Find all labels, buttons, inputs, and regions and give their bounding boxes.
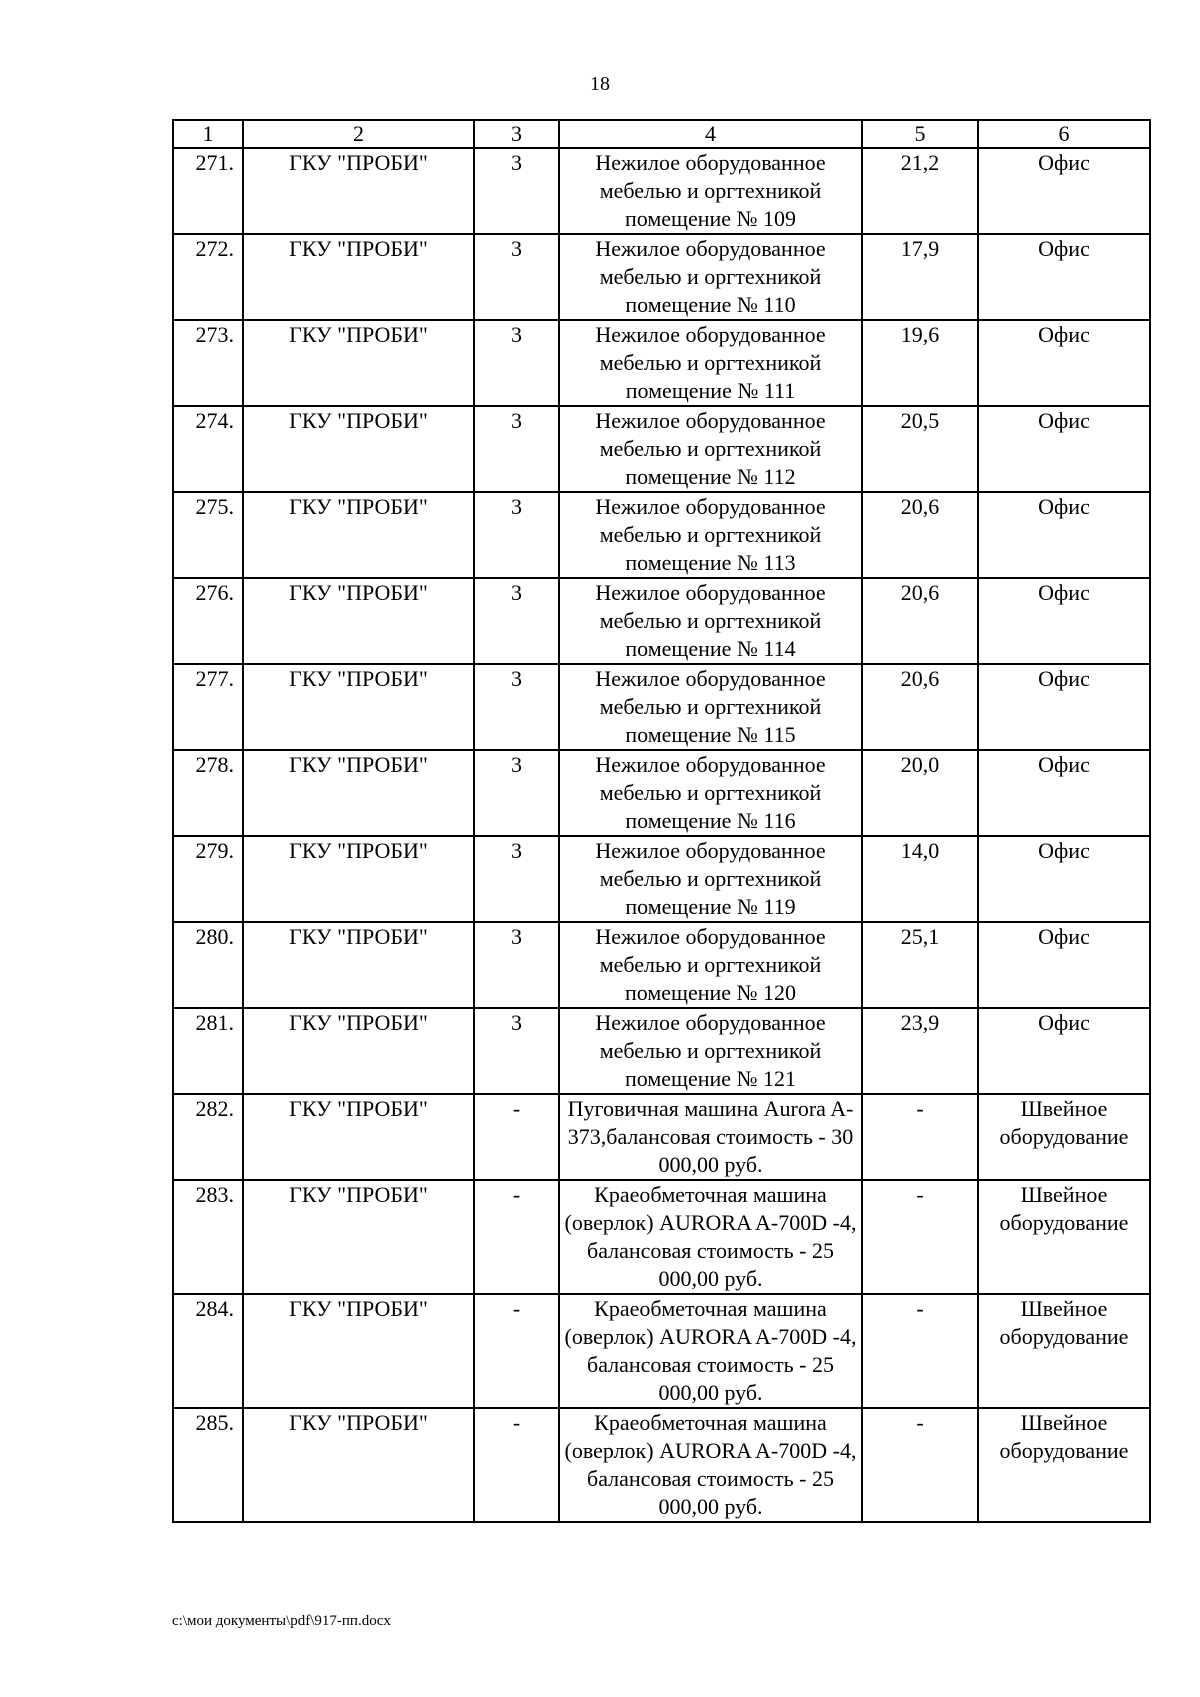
- column-header: 6: [978, 120, 1150, 148]
- organization-cell: ГКУ "ПРОБИ": [243, 1294, 474, 1408]
- table-row: [173, 234, 1150, 320]
- organization-cell: ГКУ "ПРОБИ": [243, 922, 474, 1008]
- area-cell: 20,6: [862, 492, 978, 578]
- area-cell: 20,0: [862, 750, 978, 836]
- row-number: 281.: [173, 1008, 243, 1094]
- property-table: [172, 119, 1151, 1523]
- area-cell: 17,9: [862, 234, 978, 320]
- area-cell: 20,5: [862, 406, 978, 492]
- area-cell: -: [862, 1094, 978, 1180]
- organization-cell: ГКУ "ПРОБИ": [243, 836, 474, 922]
- row-number: 283.: [173, 1180, 243, 1294]
- purpose-cell: Офис: [978, 578, 1150, 664]
- organization-cell: ГКУ "ПРОБИ": [243, 664, 474, 750]
- floor-cell: 3: [474, 492, 559, 578]
- row-number: 278.: [173, 750, 243, 836]
- row-number: 272.: [173, 234, 243, 320]
- description-cell: Нежилое оборудованное мебелью и оргтехникой помещение № 116: [559, 750, 862, 836]
- floor-cell: -: [474, 1294, 559, 1408]
- purpose-cell: Офис: [978, 750, 1150, 836]
- row-number: 276.: [173, 578, 243, 664]
- table-row: [173, 836, 1150, 922]
- area-cell: -: [862, 1408, 978, 1522]
- description-cell: Нежилое оборудованное мебелью и оргтехникой помещение № 115: [559, 664, 862, 750]
- area-cell: 19,6: [862, 320, 978, 406]
- organization-cell: ГКУ "ПРОБИ": [243, 492, 474, 578]
- table-header-row: [173, 120, 1150, 148]
- organization-cell: ГКУ "ПРОБИ": [243, 406, 474, 492]
- organization-cell: ГКУ "ПРОБИ": [243, 1180, 474, 1294]
- table-row: [173, 1180, 1150, 1294]
- table-row: [173, 1294, 1150, 1408]
- column-header: 3: [474, 120, 559, 148]
- footer-file-path: c:\мои документы\pdf\917-пп.docx: [172, 1613, 391, 1629]
- purpose-cell: Офис: [978, 234, 1150, 320]
- row-number: 284.: [173, 1294, 243, 1408]
- row-number: 285.: [173, 1408, 243, 1522]
- table-row: [173, 1008, 1150, 1094]
- floor-cell: -: [474, 1180, 559, 1294]
- description-cell: Нежилое оборудованное мебелью и оргтехникой помещение № 112: [559, 406, 862, 492]
- table-row: [173, 1408, 1150, 1522]
- purpose-cell: Швейное оборудование: [978, 1408, 1150, 1522]
- purpose-cell: Офис: [978, 492, 1150, 578]
- area-cell: 21,2: [862, 148, 978, 234]
- purpose-cell: Швейное оборудование: [978, 1094, 1150, 1180]
- row-number: 280.: [173, 922, 243, 1008]
- table-row: [173, 750, 1150, 836]
- description-cell: Нежилое оборудованное мебелью и оргтехникой помещение № 119: [559, 836, 862, 922]
- description-cell: Нежилое оборудованное мебелью и оргтехникой помещение № 121: [559, 1008, 862, 1094]
- purpose-cell: Офис: [978, 836, 1150, 922]
- organization-cell: ГКУ "ПРОБИ": [243, 234, 474, 320]
- purpose-cell: Офис: [978, 1008, 1150, 1094]
- table-row: [173, 578, 1150, 664]
- row-number: 279.: [173, 836, 243, 922]
- column-header: 4: [559, 120, 862, 148]
- description-cell: Краеобметочная машина (оверлок) AURORA A-700D -4, балансовая стоимость - 25 000,00 руб.: [559, 1180, 862, 1294]
- table-row: [173, 148, 1150, 234]
- area-cell: -: [862, 1294, 978, 1408]
- organization-cell: ГКУ "ПРОБИ": [243, 578, 474, 664]
- table-row: [173, 1094, 1150, 1180]
- organization-cell: ГКУ "ПРОБИ": [243, 1008, 474, 1094]
- purpose-cell: Швейное оборудование: [978, 1294, 1150, 1408]
- row-number: 282.: [173, 1094, 243, 1180]
- area-cell: 20,6: [862, 664, 978, 750]
- column-header: 2: [243, 120, 474, 148]
- description-cell: Нежилое оборудованное мебелью и оргтехникой помещение № 109: [559, 148, 862, 234]
- description-cell: Нежилое оборудованное мебелью и оргтехникой помещение № 113: [559, 492, 862, 578]
- area-cell: 14,0: [862, 836, 978, 922]
- floor-cell: 3: [474, 1008, 559, 1094]
- purpose-cell: Офис: [978, 406, 1150, 492]
- table-row: [173, 922, 1150, 1008]
- floor-cell: -: [474, 1094, 559, 1180]
- area-cell: -: [862, 1180, 978, 1294]
- floor-cell: 3: [474, 922, 559, 1008]
- purpose-cell: Офис: [978, 148, 1150, 234]
- table-row: [173, 320, 1150, 406]
- floor-cell: 3: [474, 320, 559, 406]
- purpose-cell: Офис: [978, 664, 1150, 750]
- organization-cell: ГКУ "ПРОБИ": [243, 320, 474, 406]
- floor-cell: -: [474, 1408, 559, 1522]
- row-number: 274.: [173, 406, 243, 492]
- row-number: 277.: [173, 664, 243, 750]
- area-cell: 23,9: [862, 1008, 978, 1094]
- organization-cell: ГКУ "ПРОБИ": [243, 750, 474, 836]
- table-row: [173, 664, 1150, 750]
- floor-cell: 3: [474, 664, 559, 750]
- description-cell: Нежилое оборудованное мебелью и оргтехникой помещение № 110: [559, 234, 862, 320]
- organization-cell: ГКУ "ПРОБИ": [243, 148, 474, 234]
- floor-cell: 3: [474, 148, 559, 234]
- row-number: 275.: [173, 492, 243, 578]
- description-cell: Нежилое оборудованное мебелью и оргтехникой помещение № 120: [559, 922, 862, 1008]
- page-number: 18: [590, 73, 610, 95]
- column-header: 5: [862, 120, 978, 148]
- purpose-cell: Швейное оборудование: [978, 1180, 1150, 1294]
- area-cell: 20,6: [862, 578, 978, 664]
- column-header: 1: [173, 120, 243, 148]
- floor-cell: 3: [474, 406, 559, 492]
- table-row: [173, 406, 1150, 492]
- area-cell: 25,1: [862, 922, 978, 1008]
- table-row: [173, 492, 1150, 578]
- organization-cell: ГКУ "ПРОБИ": [243, 1094, 474, 1180]
- floor-cell: 3: [474, 836, 559, 922]
- purpose-cell: Офис: [978, 320, 1150, 406]
- row-number: 271.: [173, 148, 243, 234]
- floor-cell: 3: [474, 234, 559, 320]
- description-cell: Краеобметочная машина (оверлок) AURORA A-700D -4, балансовая стоимость - 25 000,00 руб.: [559, 1294, 862, 1408]
- floor-cell: 3: [474, 578, 559, 664]
- description-cell: Нежилое оборудованное мебелью и оргтехникой помещение № 111: [559, 320, 862, 406]
- organization-cell: ГКУ "ПРОБИ": [243, 1408, 474, 1522]
- row-number: 273.: [173, 320, 243, 406]
- floor-cell: 3: [474, 750, 559, 836]
- description-cell: Нежилое оборудованное мебелью и оргтехникой помещение № 114: [559, 578, 862, 664]
- purpose-cell: Офис: [978, 922, 1150, 1008]
- description-cell: Пуговичная машина Aurora A-373,балансовая стоимость - 30 000,00 руб.: [559, 1094, 862, 1180]
- description-cell: Краеобметочная машина (оверлок) AURORA A-700D -4, балансовая стоимость - 25 000,00 руб.: [559, 1408, 862, 1522]
